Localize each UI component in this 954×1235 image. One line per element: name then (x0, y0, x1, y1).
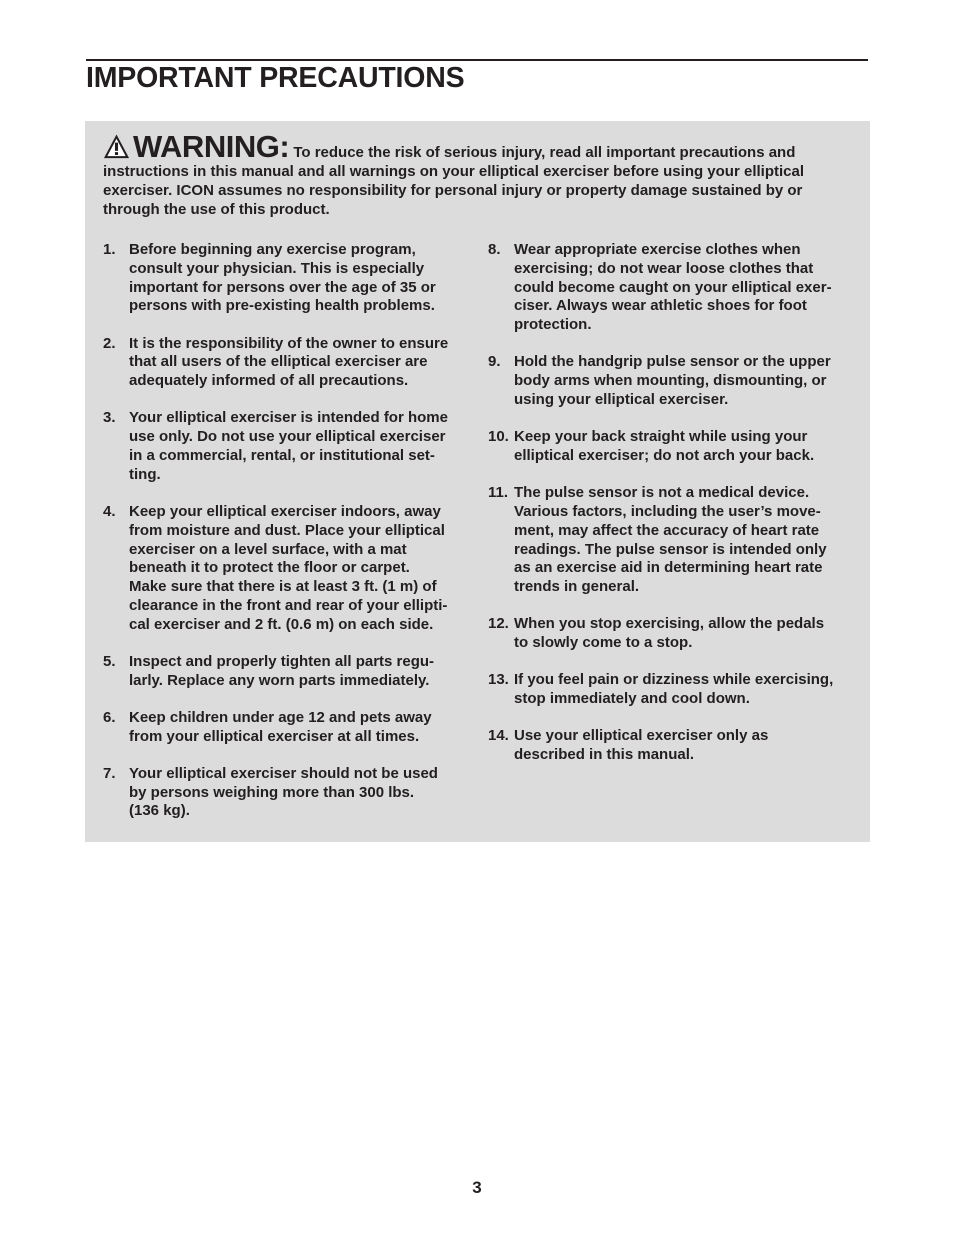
precaution-line: as an exercise aid in determining heart rate (514, 559, 823, 577)
precaution-line: Use your elliptical exerciser only as (514, 727, 769, 745)
precaution-item (488, 615, 853, 653)
page-title: IMPORTANT PRECAUTIONS (86, 62, 465, 94)
precaution-line: Keep children under age 12 and pets away (129, 708, 432, 726)
precaution-line: consult your physician. This is especially (129, 259, 425, 277)
precaution-line: cal exerciser and 2 ft. (0.6 m) on each side. (129, 615, 434, 633)
precaution-line: important for persons over the age of 35 or (129, 278, 436, 296)
precaution-text (514, 484, 853, 597)
warning-box (85, 121, 870, 842)
precaution-item (488, 428, 853, 466)
precaution-number: 10. (488, 428, 509, 446)
precaution-line: that all users of the elliptical exerciser are (129, 353, 428, 371)
precaution-item (103, 335, 468, 391)
precaution-text (129, 765, 468, 821)
precaution-line: If you feel pain or dizziness while exercising, (514, 671, 834, 689)
precaution-number: 3. (103, 409, 116, 427)
precaution-line: described in this manual. (514, 746, 695, 764)
precaution-line: (136 kg). (129, 802, 190, 820)
precaution-text (514, 615, 853, 653)
precaution-text (129, 503, 468, 635)
precaution-item (103, 765, 468, 821)
precaution-text (129, 653, 468, 691)
precaution-line: elliptical exerciser; do not arch your back. (514, 446, 815, 464)
precaution-line: use only. Do not use your elliptical exerciser (129, 428, 446, 446)
precaution-line: readings. The pulse sensor is intended only (514, 540, 827, 558)
precaution-line: using your elliptical exerciser. (514, 390, 729, 408)
precaution-line: The pulse sensor is not a medical device. (514, 484, 810, 502)
precaution-line: ciser. Always wear athletic shoes for foot (514, 297, 807, 315)
precaution-line: It is the responsibility of the owner to ensure (129, 334, 449, 352)
precaution-line: stop immediately and cool down. (514, 690, 750, 708)
precaution-line: exercising; do not wear loose clothes that (514, 259, 814, 277)
warning-intro (103, 129, 843, 219)
precaution-number: 12. (488, 615, 509, 633)
precaution-line: trends in general. (514, 578, 640, 596)
precaution-line: Hold the handgrip pulse sensor or the upper (514, 353, 831, 371)
precaution-number: 2. (103, 334, 116, 352)
precautions-right-column (488, 241, 853, 783)
precaution-line: Your elliptical exerciser should not be used (129, 764, 438, 782)
warning-text: To reduce the risk of serious injury, read all important precautions and instructions in this manual and all warnings on your elliptical exerciser before using your elliptical exerciser. ICON assumes no responsibility for personal injury or property damage sustained by or through the use of this product. (103, 144, 805, 218)
precaution-text (129, 409, 468, 484)
precaution-line: body arms when mounting, dismounting, or (514, 372, 827, 390)
precaution-number: 7. (103, 764, 116, 782)
precaution-item (488, 241, 853, 335)
precaution-line: clearance in the front and rear of your ellipti- (129, 596, 448, 614)
precaution-line: Make sure that there is at least 3 ft. (1 m) of (129, 578, 437, 596)
precaution-number: 9. (488, 353, 501, 371)
precaution-line: persons with pre-existing health problems. (129, 297, 435, 315)
precaution-line: adequately informed of all precautions. (129, 372, 409, 390)
precaution-number: 4. (103, 502, 116, 520)
precaution-item (488, 353, 853, 409)
precaution-line: Wear appropriate exercise clothes when (514, 241, 801, 258)
precaution-line: Various factors, including the user’s move- (514, 502, 821, 520)
precaution-line: in a commercial, rental, or institutional set- (129, 446, 435, 464)
precaution-text (514, 727, 853, 765)
precaution-text (514, 241, 853, 335)
precaution-line: When you stop exercising, allow the pedals (514, 615, 825, 633)
top-rule (86, 59, 868, 61)
precaution-line: ting. (129, 465, 161, 483)
precaution-line: ment, may affect the accuracy of heart rate (514, 521, 820, 539)
precaution-line: Keep your back straight while using your (514, 428, 808, 446)
precaution-text (514, 353, 853, 409)
precaution-line: larly. Replace any worn parts immediately. (129, 671, 430, 689)
precaution-item (488, 671, 853, 709)
precaution-item (103, 653, 468, 691)
precaution-item (103, 503, 468, 635)
precaution-line: to slowly come to a stop. (514, 634, 693, 652)
precaution-line: from moisture and dust. Place your elliptical (129, 521, 445, 539)
precaution-item (488, 727, 853, 765)
precaution-line: Keep your elliptical exerciser indoors, away (129, 502, 441, 520)
precautions-left-column (103, 241, 468, 840)
warning-label: WARNING: (133, 129, 290, 164)
precaution-text (129, 709, 468, 747)
precaution-item (488, 484, 853, 597)
precaution-line: could become caught on your elliptical exer- (514, 278, 832, 296)
precaution-number: 1. (103, 241, 116, 258)
precaution-text (514, 428, 853, 466)
precaution-line: Before beginning any exercise program, (129, 241, 416, 258)
precaution-line: Inspect and properly tighten all parts regu- (129, 652, 435, 670)
precaution-number: 5. (103, 652, 116, 670)
page-number: 3 (472, 1178, 482, 1197)
precaution-item (103, 709, 468, 747)
precaution-text (129, 241, 468, 316)
precaution-line: from your elliptical exerciser at all times. (129, 727, 420, 745)
precaution-line: exerciser on a level surface, with a mat (129, 540, 407, 558)
precaution-text (129, 335, 468, 391)
precaution-number: 11. (488, 484, 509, 502)
precaution-line: beneath it to protect the floor or carpet. (129, 559, 410, 577)
precaution-number: 8. (488, 241, 501, 258)
precaution-item (103, 241, 468, 316)
precaution-number: 14. (488, 727, 509, 745)
precaution-number: 6. (103, 708, 116, 726)
precaution-number: 13. (488, 671, 509, 689)
warning-triangle-icon (103, 133, 130, 160)
precaution-line: protection. (514, 316, 592, 334)
precaution-item (103, 409, 468, 484)
precaution-line: Your elliptical exerciser is intended for home (129, 409, 448, 427)
precaution-line: by persons weighing more than 300 lbs. (129, 783, 415, 801)
precaution-text (514, 671, 853, 709)
